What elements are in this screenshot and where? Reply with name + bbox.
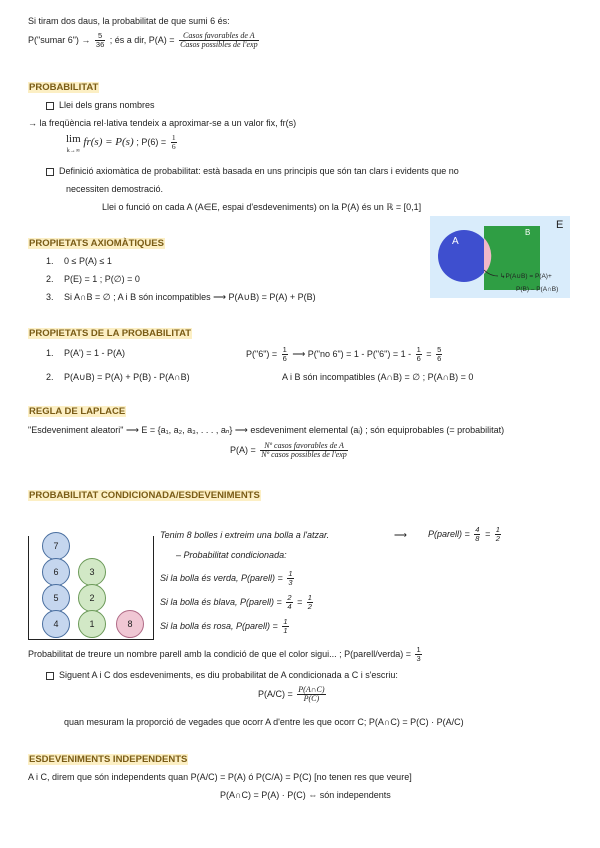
fraction	[287, 570, 293, 587]
denominator: 2	[495, 534, 500, 543]
heading-condicionada: PROBABILITAT CONDICIONADA/ESDEVENIMENTS	[29, 490, 260, 501]
ball: 6	[42, 558, 70, 586]
set-b-rect	[484, 226, 540, 290]
denominator: 2	[307, 602, 312, 611]
arrow-icon: ⟶	[394, 530, 407, 540]
ball: 5	[42, 584, 70, 612]
cond-line-6	[28, 646, 424, 663]
arrow-icon: →	[81, 34, 91, 45]
cond-line-1: Tenim 8 bolles i extreim una bolla a l'atzar.	[160, 530, 330, 540]
ball: 8	[116, 610, 144, 638]
arrow-line: → la freqüència rel·lativa tendeix a aproximar-se a un valor fix, fr(s)	[28, 118, 297, 128]
fraction	[282, 346, 288, 363]
denominator: 6	[282, 354, 287, 363]
denominator: 8	[475, 534, 480, 543]
denominator: 3	[288, 578, 293, 587]
num: 1.	[46, 256, 54, 266]
text: Si A∩B = ∅ ; A i B són incompatibles ⟶ P(A∪B) = P(A) + P(B)	[64, 292, 316, 302]
fraction	[307, 594, 313, 611]
heading-independents: ESDEVENIMENTS INDEPENDENTS	[29, 754, 188, 765]
text: P("6") =	[246, 348, 278, 359]
denominator: P(C)	[303, 694, 320, 703]
rule-line: Llei o funció on cada A (A∈E, espai d'esdeveniments) on la P(A) és un ℝ = [0,1]	[102, 202, 422, 212]
heading-laplace: REGLA DE LAPLACE	[29, 406, 126, 417]
text: Si la bolla és verda, P(parell) =	[160, 572, 283, 583]
denominator: 1	[283, 626, 288, 635]
fraction	[495, 526, 501, 543]
laplace-formula	[230, 442, 350, 459]
lim	[66, 134, 81, 156]
denominator: Casos possibles de l'exp	[180, 40, 258, 49]
container-left-wall	[28, 536, 29, 640]
cond-line-5	[160, 618, 291, 635]
heading-probabilitat: PROBABILITAT	[29, 82, 99, 93]
denominator: 36	[95, 40, 105, 49]
num: 1.	[46, 348, 54, 358]
text: P(A/C) =	[258, 688, 293, 699]
denominator: 6	[437, 354, 442, 363]
prop-row-1	[46, 348, 125, 358]
item-text: Llei dels grans nombres	[59, 100, 155, 110]
venn-note-1: ↳P(A∪B) = P(A)+	[500, 273, 552, 280]
text: P(parell) =	[428, 528, 470, 539]
ball: 4	[42, 610, 70, 638]
laplace-fraction	[179, 32, 258, 49]
ball: 2	[78, 584, 106, 612]
cond-line-3	[160, 570, 296, 587]
ball: 7	[42, 532, 70, 560]
lim-expr: fr(s) = P(s)	[83, 136, 134, 149]
list-item	[46, 670, 398, 680]
indep-line-2: P(A∩C) = P(A) · P(C) ⇔ són independents	[220, 790, 391, 800]
lim-sub: k→∞	[66, 148, 80, 154]
text: P(A') = 1 - P(A)	[64, 348, 125, 358]
heading-axiomatiques: PROPIETATS AXIOMÀTIQUES	[29, 238, 164, 249]
ball: 3	[78, 558, 106, 586]
limit-formula	[66, 134, 179, 156]
prop-row-2	[46, 372, 190, 383]
checkbox-icon	[46, 102, 54, 110]
denominator: 3	[416, 654, 421, 663]
numerator: 1	[307, 593, 312, 602]
set-a-circle	[438, 230, 490, 282]
text: P(E) = 1 ; P(∅) = 0	[64, 274, 140, 284]
numerator: 1	[416, 645, 421, 654]
fraction	[415, 646, 421, 663]
text: P(A∪B) = P(A) + P(B) - P(A∩B)	[64, 372, 190, 382]
ball-container	[28, 532, 154, 640]
num: 3.	[46, 292, 54, 302]
numerator: 5	[437, 345, 442, 354]
item-text: Siguent A i C dos esdeveniments, es diu probabilitat de A condicionada a C i s'escriu:	[59, 670, 398, 680]
laplace-fraction	[260, 442, 348, 459]
axiom-item	[46, 256, 112, 266]
venn-diagram	[430, 216, 570, 298]
numerator: 1	[288, 569, 293, 578]
text: =	[426, 348, 432, 359]
cond-formula	[258, 686, 328, 703]
cond-line-9: quan mesuram la proporció de vegades que ocorr A d'entre les que ocorr C; P(A∩C) = P(C) · P(A/C)	[64, 717, 464, 727]
text: 0 ≤ P(A) ≤ 1	[64, 256, 112, 266]
axiom-item	[46, 274, 140, 285]
intro-line: Si tiram dos daus, la probabilitat de que sumi 6 és:	[28, 16, 230, 26]
text: =	[484, 528, 491, 539]
list-item	[46, 166, 459, 176]
num: 2.	[46, 274, 54, 284]
text: Probabilitat de treure un nombre parell amb la condició de que el color sigui... ; P(parell/verda) =	[28, 648, 411, 659]
text: Si la bolla és rosa, P(parell) =	[160, 620, 278, 631]
fraction	[416, 346, 422, 363]
p-parell	[428, 526, 503, 543]
prop-example-2: A i B són incompatibles (A∩B) = ∅ ; P(A∩B) = 0	[282, 372, 474, 382]
item-text: Definició axiomàtica de probabilitat: està basada en uns principis que són tan clars i evidents que no	[59, 166, 459, 176]
text: Si la bolla és blava, P(parell) =	[160, 596, 282, 607]
indep-line-1: A i C, direm que són independents quan P(A/C) = P(A) ó P(C/A) = P(C) [no tenen res que veure]	[28, 772, 412, 782]
text: ; és a dir, P(A) =	[109, 34, 175, 45]
fraction	[474, 526, 480, 543]
fraction	[436, 346, 442, 363]
cond-line-2: – Probabilitat condicionada:	[176, 550, 287, 560]
intro-formula	[28, 32, 261, 49]
denominator: 6	[416, 354, 421, 363]
venn-note-2: P(B) – P(A∩B)	[516, 286, 559, 293]
axiom-item	[46, 292, 316, 303]
fraction	[286, 594, 292, 611]
numerator: Nº casos favorables de A	[260, 442, 348, 451]
laplace-line: "Esdeveniment aleatori" ⟶ E = {a₁, a₂, a₃, . . . , aₙ} ⟶ esdeveniment elemental (aᵢ) ; són equiprobables (= probabilitat)	[28, 425, 505, 435]
label-b: B	[525, 228, 531, 237]
item-cont: necessiten demostració.	[66, 184, 164, 194]
lim-word: lim	[66, 133, 81, 145]
denominator: 6	[171, 142, 176, 151]
numerator: 1	[416, 345, 421, 354]
numerator: 4	[475, 525, 480, 534]
fraction	[282, 618, 288, 635]
ball: 1	[78, 610, 106, 638]
heading-propietats: PROPIETATS DE LA PROBABILITAT	[29, 328, 192, 339]
fraction	[297, 686, 325, 703]
numerator: P(A∩C)	[298, 685, 325, 694]
p-sumar-6: P("sumar 6")	[28, 34, 82, 45]
p6: ; P(6) =	[136, 137, 167, 148]
numerator: 1	[495, 525, 500, 534]
num: 2.	[46, 372, 54, 382]
label-a: A	[452, 236, 459, 247]
fraction	[171, 134, 177, 151]
numerator: 5	[95, 32, 105, 41]
numerator: Casos favorables de A	[179, 32, 258, 41]
text: ⟶ P("no 6") = 1 - P("6") = 1 -	[292, 348, 412, 359]
text: =	[297, 596, 303, 607]
denominator: Nº casos possibles de l'exp	[261, 450, 347, 459]
label-e: E	[556, 219, 564, 231]
numerator: 1	[282, 345, 287, 354]
prop-example-1	[246, 346, 444, 363]
list-item	[46, 100, 155, 110]
numerator: 2	[287, 593, 292, 602]
checkbox-icon	[46, 672, 54, 680]
text: P(A) =	[230, 444, 256, 455]
fraction	[95, 32, 105, 49]
container-right-wall	[153, 536, 154, 640]
denominator: 4	[287, 602, 292, 611]
numerator: 1	[283, 617, 288, 626]
cond-line-4	[160, 594, 315, 611]
numerator: 1	[171, 133, 176, 142]
container-floor	[28, 639, 154, 640]
checkbox-icon	[46, 168, 54, 176]
